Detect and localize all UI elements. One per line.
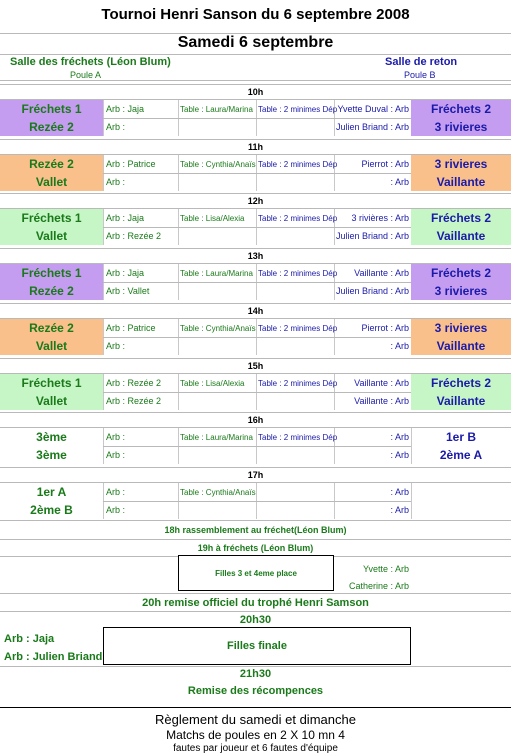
table-b: Table : 2 minimes Dép [258, 324, 338, 333]
hour-label: 14h [247, 306, 264, 316]
referee-a2: Arb : [106, 450, 126, 460]
team-b1: 3 rivieres [434, 321, 488, 335]
team-b1: 1er B [445, 430, 477, 444]
team-a2: Rezée 2 [29, 120, 74, 134]
team-b2: 3 rivieres [434, 284, 488, 298]
referee-a2: Arb : [106, 505, 126, 515]
divider [103, 118, 411, 119]
divider [0, 80, 511, 81]
referee-a1: Arb : Patrice [106, 323, 156, 333]
hour-label: 16h [247, 415, 264, 425]
page-title: Tournoi Henri Sanson du 6 septembre 2008 [101, 6, 410, 23]
referee-a2: Arb : Rezée 2 [106, 231, 162, 241]
referee-b1: Pierrot : Arb [361, 323, 409, 333]
table-b: Table : 2 minimes Dép [258, 269, 338, 278]
team-b2: Vaillante [436, 394, 486, 408]
table-a: Table : Cynthia/Anaïs [180, 160, 256, 169]
referee-b2: : Arb [390, 177, 409, 187]
referee-a2: Arb : [106, 122, 126, 132]
referee-b1: Vaillante : Arb [354, 378, 409, 388]
divider [0, 303, 511, 304]
team-a2: 3ème [36, 448, 67, 462]
referee-a2: Arb : Vallet [106, 286, 150, 296]
team-b2: Vaillante [436, 175, 486, 189]
team-b1: Fréchets 2 [430, 102, 492, 116]
hour-label: 17h [247, 470, 264, 480]
table-a: Table : Cynthia/Anaïs [180, 324, 256, 333]
team-b1: Fréchets 2 [430, 266, 492, 280]
referee-b1: Pierrot : Arb [361, 159, 409, 169]
referee-a1: Arb : Jaja [106, 213, 145, 223]
divider [0, 412, 511, 413]
team-a1: Fréchets 1 [21, 266, 82, 280]
referee-a2: Arb : Rezée 2 [106, 396, 162, 406]
team-a1: Fréchets 1 [21, 102, 82, 116]
divider [0, 193, 511, 194]
team-a1: Fréchets 1 [21, 211, 82, 225]
final-ref1: Arb : Jaja [4, 633, 55, 645]
rules-title: Règlement du samedi et dimanche [155, 712, 356, 727]
final-ref2: Arb : Julien Briand [4, 651, 103, 663]
team-a2: Vallet [35, 394, 68, 408]
team-b1: Fréchets 2 [430, 211, 492, 225]
final-box [103, 627, 411, 665]
divider [0, 54, 511, 55]
referee-b2: : Arb [390, 341, 409, 351]
divider [0, 248, 511, 249]
pool-left: Poule A [70, 70, 102, 80]
team-b2: 3 rivieres [434, 120, 488, 134]
referee-b2: Julien Briand : Arb [335, 231, 409, 241]
referee-b1: : Arb [390, 432, 409, 442]
divider [0, 139, 511, 140]
divider [103, 337, 411, 338]
awards-label: Remise des récompences [187, 685, 324, 697]
table-a: Table : Laura/Marina [180, 105, 253, 114]
team-b1: Fréchets 2 [430, 376, 492, 390]
team-a1: 1er A [36, 485, 67, 499]
table-b: Table : 2 minimes Dép [258, 433, 338, 442]
table-a: Table : Lisa/Alexia [180, 379, 245, 388]
table-a: Table : Laura/Marina [180, 269, 253, 278]
referee-b2: Julien Briand : Arb [335, 286, 409, 296]
divider [0, 358, 511, 359]
referee-b2: : Arb [390, 450, 409, 460]
hour-label: 13h [247, 251, 264, 261]
divider [103, 282, 411, 283]
referee-b1: : Arb [390, 487, 409, 497]
referee-b1: Yvette Duval : Arb [337, 104, 409, 114]
team-a2: Vallet [35, 229, 68, 243]
referee-a1: Arb : Patrice [106, 159, 156, 169]
team-b1: 3 rivieres [434, 157, 488, 171]
venue-left: Salle des fréchets (Léon Blum) [10, 56, 171, 68]
referee-a2: Arb : [106, 177, 126, 187]
girls-match-box [178, 555, 334, 591]
team-a1: Rezée 2 [29, 157, 74, 171]
team-b2: Vaillante [436, 339, 486, 353]
hour-label: 12h [247, 196, 264, 206]
referee-b1: Vaillante : Arb [354, 268, 409, 278]
trophy-label: 20h remise officiel du trophé Henri Samson [142, 597, 369, 609]
divider [103, 227, 411, 228]
divider [0, 467, 511, 468]
awards-time: 21h30 [239, 668, 272, 680]
rally-label: 18h rassemblement au fréchet(Léon Blum) [164, 525, 347, 535]
referee-a1: Arb : Jaja [106, 268, 145, 278]
referee-a1: Arb : Jaja [106, 104, 145, 114]
team-a2: Rezée 2 [29, 284, 74, 298]
hour-label: 11h [247, 142, 263, 152]
team-b2: Vaillante [436, 229, 486, 243]
table-b: Table : 2 minimes Dép [258, 105, 338, 114]
team-a1: Fréchets 1 [21, 376, 82, 390]
team-a2: Vallet [35, 339, 68, 353]
rules-line2: fautes par joueur et 6 fautes d'équipe [173, 743, 338, 754]
referee-b2: Vaillante : Arb [354, 396, 409, 406]
table-a: Table : Laura/Marina [180, 433, 253, 442]
referee-b1: 3 rivières : Arb [351, 213, 409, 223]
final-label: Filles finale [227, 640, 287, 652]
rules-line1: Matchs de poules en 2 X 10 mn 4 [166, 728, 345, 742]
day-title: Samedi 6 septembre [177, 34, 334, 51]
table-a: Table : Cynthia/Anaïs [180, 488, 256, 497]
divider [103, 501, 411, 502]
referee-a1: Arb : [106, 432, 126, 442]
hour-label: 10h [247, 87, 264, 97]
venue-right: Salle de reton [385, 56, 458, 68]
divider [0, 84, 511, 85]
column-divider [411, 483, 412, 519]
girls-match-label: Filles 3 et 4eme place [215, 568, 297, 578]
divider [103, 392, 411, 393]
table-b: Table : 2 minimes Dép [258, 214, 338, 223]
girls-ref2: Catherine : Arb [348, 581, 409, 591]
table-a: Table : Lisa/Alexia [180, 214, 245, 223]
referee-a1: Arb : Rezée 2 [106, 378, 162, 388]
referee-a2: Arb : [106, 341, 126, 351]
girls-ref1: Yvette : Arb [362, 564, 409, 574]
hour-label: 15h [247, 361, 264, 371]
team-a2: 2ème B [30, 503, 73, 517]
team-a1: 3ème [36, 430, 67, 444]
referee-b2: Julien Briand : Arb [335, 122, 409, 132]
table-b: Table : 2 minimes Dép [258, 379, 338, 388]
referee-a1: Arb : [106, 487, 126, 497]
team-a2: Vallet [35, 175, 68, 189]
pool-right: Poule B [404, 70, 436, 80]
table-b: Table : 2 minimes Dép [258, 160, 338, 169]
team-a1: Rezée 2 [29, 321, 74, 335]
girls-time: 19h à fréchets (Léon Blum) [197, 543, 314, 553]
divider [103, 446, 411, 447]
team-b2: 2ème A [439, 448, 483, 462]
referee-b2: : Arb [390, 505, 409, 515]
final-time: 20h30 [239, 614, 272, 626]
divider [103, 173, 411, 174]
